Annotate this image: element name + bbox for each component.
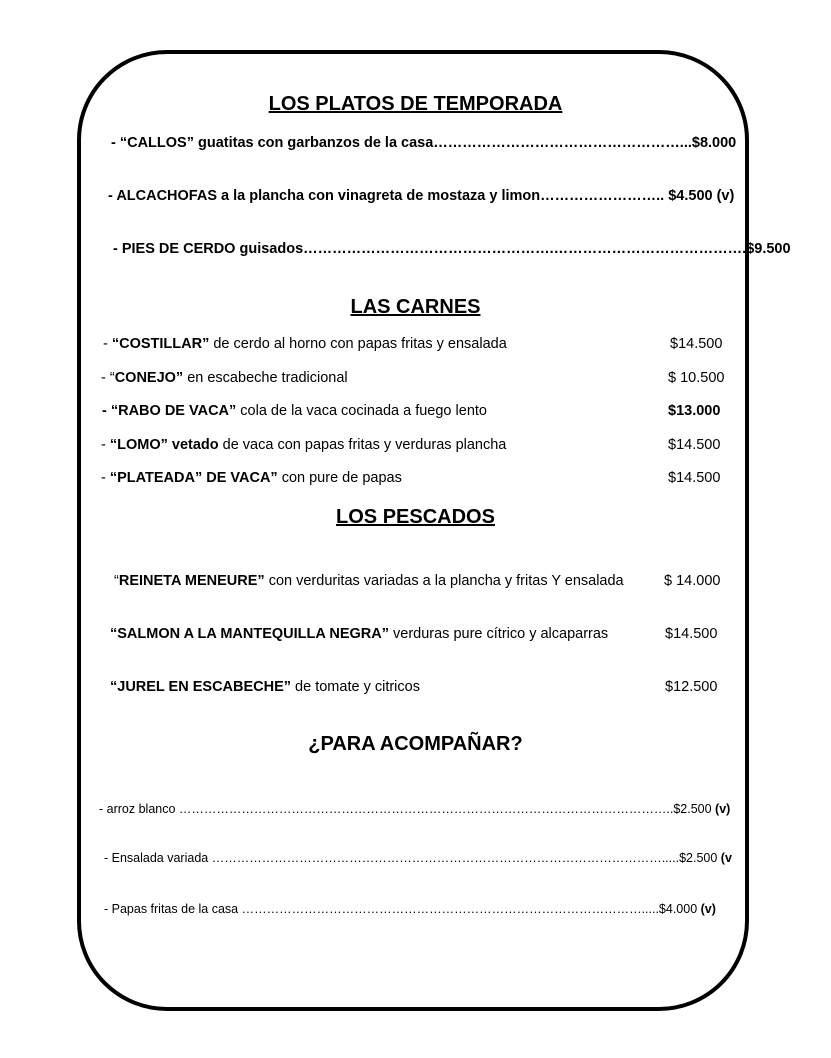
item-text: - Ensalada variada ……………………………………………………………………………………………….....$2.500 bbox=[104, 851, 718, 865]
item-prefix: - bbox=[101, 470, 110, 486]
item-name: “LOMO” vetado bbox=[109, 437, 219, 453]
item-desc: con pure de papas bbox=[277, 470, 402, 486]
menu-item: - ALCACHOFAS a la plancha con vinagreta de mostaza y limon…………………….. $4.500 (v) bbox=[108, 188, 735, 204]
item-desc: con verduritas variadas a la plancha y fritas Y ensalada bbox=[264, 573, 624, 589]
menu-item bbox=[104, 902, 716, 916]
item-price: $14.500 bbox=[668, 437, 721, 453]
item-name: CONEJO” bbox=[114, 370, 184, 386]
item-price: $ 10.500 bbox=[668, 370, 725, 386]
item-desc: en escabeche tradicional bbox=[183, 370, 348, 386]
item-price: $14.500 bbox=[670, 336, 723, 352]
item-name: “SALMON A LA MANTEQUILLA NEGRA” bbox=[110, 626, 389, 642]
item-prefix: - “ bbox=[101, 370, 115, 386]
item-price: $ 14.000 bbox=[664, 573, 721, 589]
item-desc: de vaca con papas fritas y verduras plancha bbox=[218, 437, 507, 453]
menu-item: - “CALLOS” guatitas con garbanzos de la casa……………………………………………...$8.000 bbox=[111, 135, 737, 151]
item-name: REINETA MENEURE” bbox=[118, 573, 265, 589]
item-tag: (v) bbox=[711, 802, 731, 816]
menu-item bbox=[110, 626, 608, 642]
menu-item bbox=[101, 437, 506, 453]
item-prefix: - bbox=[101, 437, 110, 453]
item-name: “RABO DE VACA” bbox=[110, 403, 237, 419]
menu-item bbox=[110, 679, 420, 695]
section-title-acompanar: ¿PARA ACOMPAÑAR? bbox=[308, 733, 523, 755]
menu-item bbox=[103, 336, 507, 352]
item-text: - arroz blanco ………………………………………………………………………………………………………..$2.500 bbox=[99, 802, 712, 816]
item-desc: verduras pure cítrico y alcaparras bbox=[388, 626, 609, 642]
section-title-temporada: LOS PLATOS DE TEMPORADA bbox=[268, 93, 563, 115]
item-price: $14.500 bbox=[665, 626, 718, 642]
item-prefix: “ bbox=[114, 573, 119, 589]
menu-item bbox=[101, 470, 402, 486]
menu-item bbox=[104, 851, 732, 865]
item-prefix: - bbox=[102, 403, 111, 419]
item-name: “JUREL EN ESCABECHE” bbox=[110, 679, 292, 695]
item-price: $13.000 bbox=[668, 403, 721, 419]
item-name: “COSTILLAR” bbox=[111, 336, 210, 352]
menu-item bbox=[99, 802, 730, 816]
item-desc: cola de la vaca cocinada a fuego lento bbox=[236, 403, 487, 419]
item-tag: (v bbox=[717, 851, 732, 865]
item-prefix: - bbox=[103, 336, 112, 352]
section-title-pescados: LOS PESCADOS bbox=[336, 506, 495, 528]
item-price: $12.500 bbox=[665, 679, 718, 695]
menu-item bbox=[102, 403, 487, 419]
item-name: “PLATEADA” DE VACA” bbox=[109, 470, 278, 486]
item-tag: (v) bbox=[697, 902, 716, 916]
item-text: - Papas fritas de la casa …………………………………………………………………………………….....$4.000 bbox=[104, 902, 698, 916]
menu-item bbox=[101, 370, 348, 386]
item-desc: de tomate y citricos bbox=[291, 679, 420, 695]
menu-item bbox=[114, 573, 624, 589]
section-title-carnes: LAS CARNES bbox=[350, 296, 481, 318]
item-price: $14.500 bbox=[668, 470, 721, 486]
menu-item: - PIES DE CERDO guisados…………………………………………….………………………………….$9.500 bbox=[113, 241, 791, 257]
item-desc: de cerdo al horno con papas fritas y ensalada bbox=[209, 336, 507, 352]
